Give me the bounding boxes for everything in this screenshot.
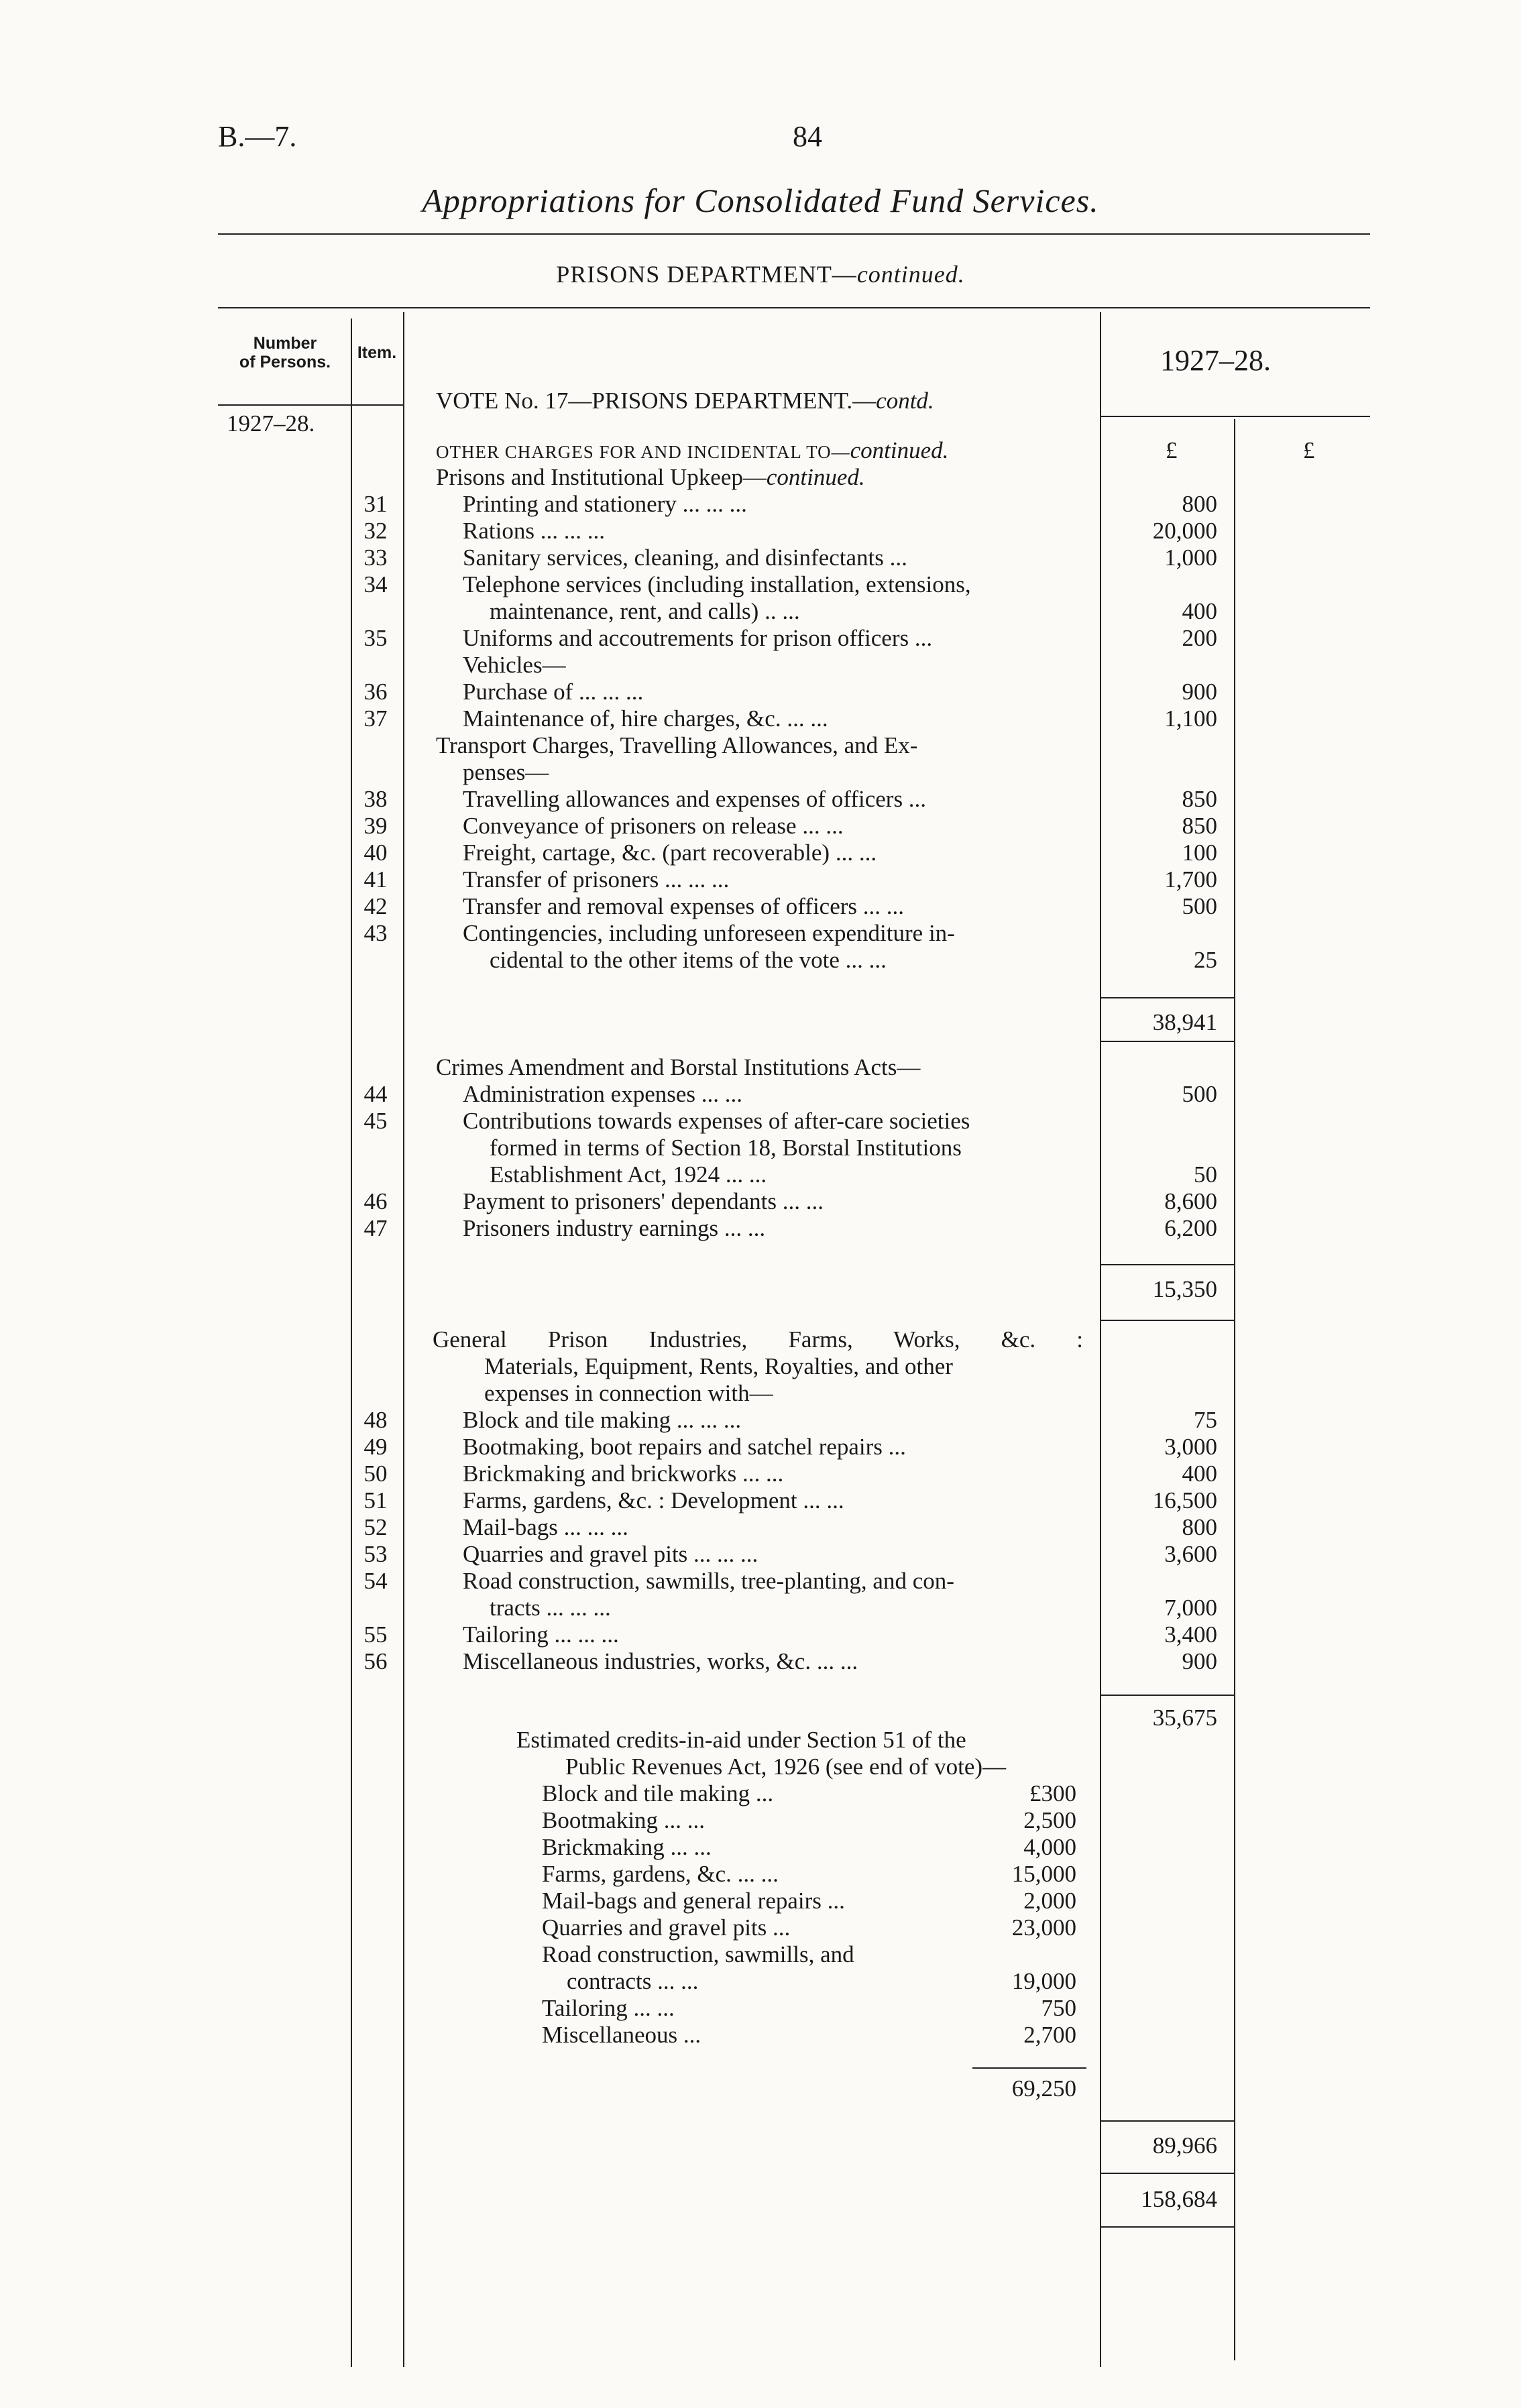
line-amount: 3,600 [1164,1541,1217,1567]
item-number: 47 [363,1215,388,1241]
credits-heading-1: Estimated credits-in-aid under Section 51 of the [516,1727,966,1753]
section2-total: 15,350 [1152,1276,1217,1302]
item-number: 35 [363,625,388,651]
line-amount: 3,000 [1164,1434,1217,1460]
document-code: B.—7. [218,120,297,153]
line-amount: 7,000 [1164,1595,1217,1621]
credit-amount: 2,500 [1023,1807,1076,1833]
item-number: 45 [363,1108,388,1134]
subtotal: 89,966 [1152,2132,1217,2159]
item-number: 32 [363,518,388,544]
persons-col-rule [351,319,352,2367]
line-description: Quarries and gravel pits ... ... ... [463,1541,758,1567]
item-number: 50 [363,1460,388,1487]
grand-total-under-rule [1100,2226,1234,2228]
line-amount: 800 [1182,1514,1217,1540]
credits-total: 69,250 [1011,2075,1076,2102]
credit-amount: 15,000 [1011,1861,1076,1887]
line-description: cidental to the other items of the vote ... ... [490,947,887,973]
credit-amount: £300 [1029,1780,1076,1807]
line-amount: 8,600 [1164,1188,1217,1214]
line-description: Mail-bags ... ... ... [463,1514,628,1540]
section3-total-rule [1100,1695,1234,1696]
item-number: 37 [363,705,388,732]
line-description: penses— [463,759,549,785]
credit-description: Brickmaking ... ... [542,1834,712,1860]
total-col-rule [1234,419,1235,2360]
persons-year-label: 1927–28. [227,410,315,437]
item-number: 54 [363,1568,388,1594]
line-description: maintenance, rent, and calls) .. ... [490,598,800,624]
section1-heading: OTHER CHARGES FOR AND INCIDENTAL TO—continued. [436,437,949,463]
line-description: Maintenance of, hire charges, &c. ... ... [463,705,828,732]
item-number: 42 [363,893,388,919]
line-amount: 50 [1194,1161,1217,1188]
item-number: 49 [363,1434,388,1460]
line-amount: 500 [1182,1081,1217,1107]
title-rule [218,233,1370,235]
line-amount: 100 [1182,840,1217,866]
item-number: 44 [363,1081,388,1107]
item-number: 46 [363,1188,388,1214]
credit-description: Farms, gardens, &c. ... ... [542,1861,779,1887]
credit-amount: 750 [1041,1995,1076,2021]
pound-sign-1: £ [1166,437,1178,463]
credit-description: Bootmaking ... ... [542,1807,706,1833]
item-number: 36 [363,679,388,705]
line-description: Bootmaking, boot repairs and satchel repairs ... [463,1434,906,1460]
item-number: 51 [363,1487,388,1513]
line-amount: 400 [1182,598,1217,624]
item-number: 41 [363,866,388,893]
section3-heading-2: Materials, Equipment, Rents, Royalties, and other [484,1353,953,1379]
credit-description: Block and tile making ... [542,1780,774,1807]
credit-amount: 23,000 [1011,1914,1076,1941]
line-amount: 20,000 [1152,518,1217,544]
line-amount: 400 [1182,1460,1217,1487]
grand-total: 158,684 [1141,2186,1217,2212]
page-title: Appropriations for Consolidated Fund Services. [422,182,1099,219]
line-amount: 1,700 [1164,866,1217,893]
line-amount: 850 [1182,813,1217,839]
item-number: 56 [363,1648,388,1674]
credit-description: Tailoring ... ... [542,1995,675,2021]
persons-header: Number of Persons. [239,334,331,371]
line-amount: 200 [1182,625,1217,651]
line-description: Block and tile making ... ... ... [463,1407,742,1433]
vote-heading: VOTE No. 17—PRISONS DEPARTMENT.—contd. [436,388,934,414]
line-amount: 1,000 [1164,544,1217,571]
line-amount: 900 [1182,679,1217,705]
credit-description: Road construction, sawmills, and [542,1941,854,1967]
credit-description: Quarries and gravel pits ... [542,1914,791,1941]
line-description: Sanitary services, cleaning, and disinfectants ... [463,544,907,571]
line-description: Purchase of ... ... ... [463,679,644,705]
section3-heading: General Prison Industries, Farms, Works, &c. : [433,1326,1083,1353]
item-number: 34 [363,571,388,597]
line-description: Transfer and removal expenses of officers ... ... [463,893,905,919]
item-number: 52 [363,1514,388,1540]
section1-total-under-rule [1100,1041,1234,1042]
line-amount: 800 [1182,491,1217,517]
pound-sign-2: £ [1303,437,1315,463]
credit-description: contracts ... ... [567,1968,699,1994]
line-description: Rations ... ... ... [463,518,605,544]
line-description: Prisoners industry earnings ... ... [463,1215,766,1241]
section3-heading-3: expenses in connection with— [484,1380,773,1406]
line-amount: 1,100 [1164,705,1217,732]
line-amount: 16,500 [1152,1487,1217,1513]
line-description: Contributions towards expenses of after-care societies [463,1108,970,1134]
line-description: Vehicles— [463,652,566,678]
line-description: Administration expenses ... ... [463,1081,743,1107]
line-amount: 6,200 [1164,1215,1217,1241]
item-number: 40 [363,840,388,866]
department-subtitle: PRISONS DEPARTMENT—continued. [556,261,965,288]
line-amount: 850 [1182,786,1217,812]
table-top-rule [218,307,1370,308]
item-number: 55 [363,1621,388,1648]
section1-subheading: Prisons and Institutional Upkeep—continued. [436,464,865,490]
credits-total-rule [972,2067,1086,2069]
item-number: 43 [363,920,388,946]
line-amount: 75 [1194,1407,1217,1433]
year-header-rule [1100,416,1370,417]
section2-total-rule [1100,1264,1234,1265]
page-number: 84 [793,120,822,153]
line-amount: 500 [1182,893,1217,919]
item-number: 33 [363,544,388,571]
item-number: 53 [363,1541,388,1567]
credit-amount: 19,000 [1011,1968,1076,1994]
section1-total: 38,941 [1152,1009,1217,1035]
section1-total-rule [1100,997,1234,998]
line-description: tracts ... ... ... [490,1595,611,1621]
line-description: Printing and stationery ... ... ... [463,491,747,517]
grand-total-rule [1100,2173,1234,2174]
line-description: Telephone services (including installation, extensions, [463,571,971,597]
line-description: Contingencies, including unforeseen expenditure in- [463,920,955,946]
line-description: Conveyance of prisoners on release ... ... [463,813,844,839]
credit-amount: 2,700 [1023,2022,1076,2048]
line-description: Uniforms and accoutrements for prison officers ... [463,625,933,651]
line-description: Freight, cartage, &c. (part recoverable) ... ... [463,840,877,866]
line-description: Transport Charges, Travelling Allowances, and Ex- [436,732,918,758]
credit-description: Miscellaneous ... [542,2022,701,2048]
item-number: 38 [363,786,388,812]
line-description: Transfer of prisoners ... ... ... [463,866,730,893]
line-description: Establishment Act, 1924 ... ... [490,1161,767,1188]
line-amount: 3,400 [1164,1621,1217,1648]
section2-heading: Crimes Amendment and Borstal Institutions Acts— [436,1054,921,1080]
line-description: Farms, gardens, &c. : Development ... ... [463,1487,844,1513]
item-number: 39 [363,813,388,839]
credits-heading-2: Public Revenues Act, 1926 (see end of vote)— [565,1754,1007,1780]
line-description: Travelling allowances and expenses of officers ... [463,786,927,812]
subtotal-rule [1100,2120,1234,2122]
item-number: 48 [363,1407,388,1433]
line-description: formed in terms of Section 18, Borstal Institutions [490,1135,962,1161]
line-description: Brickmaking and brickworks ... ... [463,1460,784,1487]
line-amount: 25 [1194,947,1217,973]
line-description: Payment to prisoners' dependants ... ... [463,1188,824,1214]
line-description: Miscellaneous industries, works, &c. ... ... [463,1648,858,1674]
credit-description: Mail-bags and general repairs ... [542,1888,845,1914]
item-number: 31 [363,491,388,517]
item-header: Item. [357,343,397,362]
credit-amount: 4,000 [1023,1834,1076,1860]
item-col-rule [403,312,404,2367]
line-description: Tailoring ... ... ... [463,1621,619,1648]
line-description: Road construction, sawmills, tree-planting, and con- [463,1568,954,1594]
line-amount: 900 [1182,1648,1217,1674]
section2-total-under-rule [1100,1320,1234,1321]
credit-amount: 2,000 [1023,1888,1076,1914]
persons-header-rule [218,404,403,406]
section3-total: 35,675 [1152,1705,1217,1731]
year-header: 1927–28. [1160,344,1271,377]
